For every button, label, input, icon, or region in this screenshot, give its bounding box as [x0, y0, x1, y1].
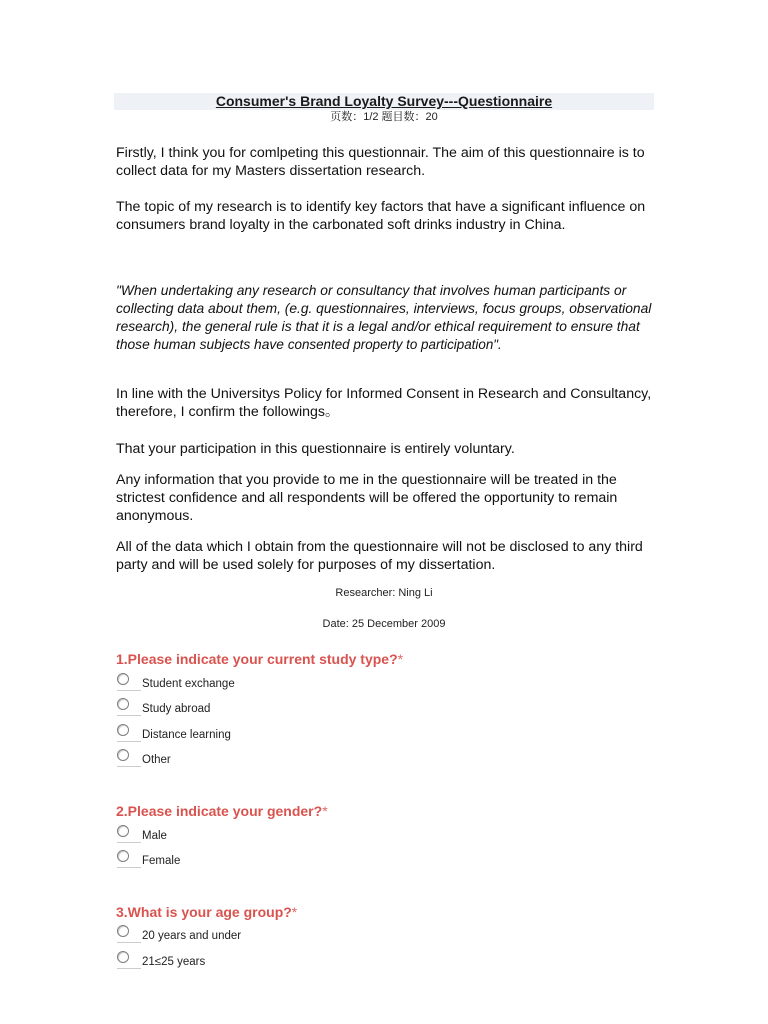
- question-1-title: [116, 651, 403, 667]
- page-title: Consumer's Brand Loyalty Survey---Questionnaire: [215, 93, 553, 109]
- quote-main: "When undertaking any research or consultancy that involves human participants or collecting data about them, (e.g. questionnaires, interviews, focus groups, observational research), the general rule is that it is a legal and/or ethical requirement to ensure that those human subjects have: [116, 283, 652, 352]
- policy-quote: [116, 282, 656, 354]
- question-2-title: [116, 803, 328, 819]
- quote-tail: consented property to participation".: [287, 337, 502, 352]
- required-marker: *: [291, 904, 298, 920]
- required-marker: *: [322, 803, 328, 819]
- answer-underline: [117, 741, 141, 742]
- option-label: Study abroad: [142, 703, 211, 715]
- radio-button-icon[interactable]: [117, 749, 129, 761]
- option-label: Other: [142, 754, 171, 766]
- option-student-exchange[interactable]: [117, 673, 417, 697]
- option-label: Distance learning: [142, 729, 231, 741]
- radio-button-icon[interactable]: [117, 951, 129, 963]
- radio-button-icon[interactable]: [117, 698, 129, 710]
- intro-paragraph-2: The topic of my research is to identify key factors that have a significant influence on consumers brand loyalty in the carbonated soft drinks industry in China.: [116, 199, 646, 233]
- option-female[interactable]: [117, 850, 417, 874]
- answer-underline: [117, 867, 141, 868]
- intro-paragraph-1: Firstly, I think you for comlpeting this questionnair. The aim of this questionnaire is to collect data for my Masters dissertation research.: [116, 145, 645, 179]
- radio-button-icon[interactable]: [117, 925, 129, 937]
- researcher-line: Researcher: Ning Li: [335, 587, 433, 599]
- question-1-text: 1.Please indicate your current study type?: [116, 651, 398, 667]
- answer-underline: [117, 715, 141, 716]
- radio-button-icon[interactable]: [117, 850, 129, 862]
- radio-button-icon[interactable]: [117, 673, 129, 685]
- option-male[interactable]: [117, 825, 417, 849]
- intro-paragraph-5: Any information that you provide to me in the questionnaire will be treated in the strictest confidence and all respondents will be offered the opportunity to remain anonymous.: [116, 472, 618, 524]
- option-distance-learning[interactable]: [117, 724, 417, 748]
- option-other[interactable]: [117, 749, 417, 773]
- option-label: 20 years and under: [142, 930, 242, 942]
- question-2-text: 2.Please indicate your gender?: [116, 803, 323, 819]
- radio-button-icon[interactable]: [117, 724, 129, 736]
- question-3-title: [116, 904, 297, 920]
- radio-button-icon[interactable]: [117, 825, 129, 837]
- intro-paragraph-3: In line with the Universitys Policy for Informed Consent in Research and Consultancy, therefore, I confirm the followings。: [116, 386, 652, 420]
- answer-underline: [117, 690, 141, 691]
- answer-underline: [117, 942, 141, 943]
- option-label: Student exchange: [142, 678, 235, 690]
- option-20-and-under[interactable]: [117, 925, 417, 949]
- date-line: Date: 25 December 2009: [322, 618, 446, 630]
- required-marker: *: [397, 651, 404, 667]
- answer-underline: [117, 766, 141, 767]
- option-21-25[interactable]: [117, 951, 417, 975]
- intro-paragraph-4: That your participation in this questionnaire is entirely voluntary.: [116, 441, 515, 457]
- option-study-abroad[interactable]: [117, 698, 417, 722]
- answer-underline: [117, 842, 141, 843]
- page-meta: 页数：1/2 题目数：20: [330, 111, 438, 123]
- question-3-text: 3.What is your age group?: [116, 904, 292, 920]
- title-bar: [114, 93, 654, 110]
- answer-underline: [117, 968, 141, 969]
- intro-paragraph-6: All of the data which I obtain from the questionnaire will not be disclosed to any third party and will be used solely for purposes of my dissertation.: [116, 539, 643, 573]
- option-label: 21≤25 years: [142, 956, 206, 968]
- option-label: Male: [142, 830, 167, 842]
- option-label: Female: [142, 855, 181, 867]
